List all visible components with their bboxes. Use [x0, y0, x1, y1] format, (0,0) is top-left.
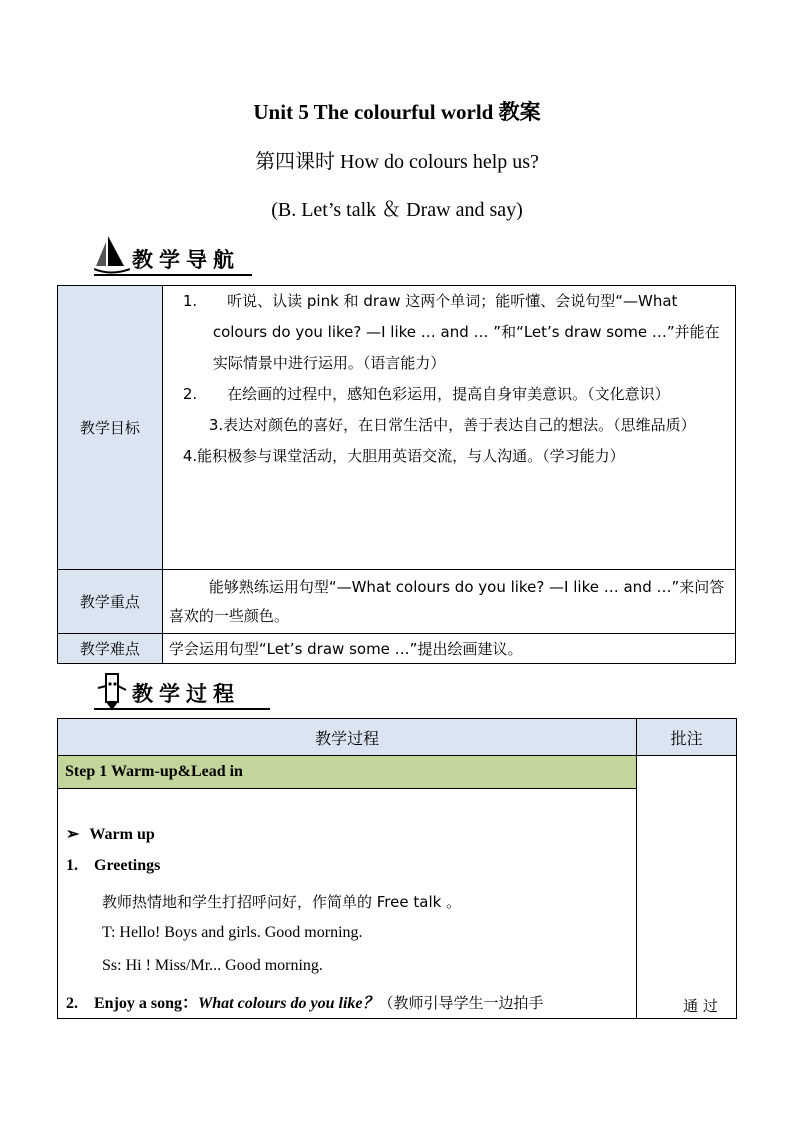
warm-up-label: Warm up: [89, 826, 155, 844]
note-text: 通 过: [683, 997, 718, 1015]
guide-section-label: 教学导航: [132, 248, 240, 272]
song-item: [66, 990, 544, 1013]
step-1-header: Step 1 Warm-up&Lead in: [58, 756, 637, 789]
process-underline: [94, 708, 270, 710]
difficulty-text: 学会运用句型“Let’s draw some …”提出绘画建议。: [162, 634, 735, 664]
objective-3: 3.表达对颜色的喜好，在日常生活中，善于表达自己的想法。（思维品质）: [208, 416, 696, 434]
process-section-label: 教学过程: [132, 682, 240, 706]
greetings-description: 教师热情地和学生打招呼问好，作简单的 Free talk 。: [102, 893, 462, 912]
greetings-number: 1.: [66, 857, 78, 875]
arrow-bullet-icon: ➢: [66, 826, 80, 844]
guide-section-header: [94, 234, 254, 280]
pencil-character-icon: [94, 668, 130, 712]
song-prefix: Enjoy a song：: [94, 995, 199, 1013]
process-section-header: [94, 668, 274, 714]
lesson-subtitle: 第四课时 How do colours help us?: [255, 151, 539, 173]
process-column-header: 教学过程: [58, 719, 637, 756]
greetings-label: Greetings: [94, 857, 161, 875]
notes-cell: [637, 756, 737, 1019]
song-description: （教师引导学生一边拍手: [378, 994, 544, 1013]
key-point-text: 能够熟练运用句型“—What colours do you like? —I like … and …”来问答喜欢的一些颜色。: [162, 570, 735, 634]
objectives-label: 教学目标: [58, 286, 163, 570]
sailboat-icon: [94, 234, 130, 276]
part-subtitle: (B. Let’s talk ＆ Draw and say): [271, 199, 523, 221]
objective-1: 1. 听说、认读 pink 和 draw 这两个单词；能听懂、会说句型“—What colours do you like? —I like … and … ”和“Let’s draw some …”并能在实际情景中进行运用。（语言能力）: [182, 292, 720, 372]
students-line: Ss: Hi ! Miss/Mr... Good morning.: [102, 957, 323, 975]
document-title: Unit 5 The colourful world 教案: [253, 100, 541, 124]
song-number: 2.: [66, 995, 78, 1013]
key-point-label: 教学重点: [58, 570, 163, 634]
process-table: [57, 718, 737, 1019]
difficulty-label: 教学难点: [58, 634, 163, 664]
guide-underline: [94, 274, 252, 276]
song-title: What colours do you like？: [198, 995, 379, 1013]
step-1-body: [58, 789, 637, 1019]
notes-column-header: 批注: [637, 719, 737, 756]
greetings-item: [66, 857, 160, 875]
teacher-line: T: Hello! Boys and girls. Good morning.: [102, 924, 363, 942]
objective-2: 2. 在绘画的过程中，感知色彩运用，提高自身审美意识。（文化意识）: [182, 385, 670, 403]
objectives-cell: [162, 286, 735, 570]
warm-up-bullet: [66, 824, 155, 844]
guide-table: [57, 285, 736, 664]
objective-4: 4.能积极参与课堂活动，大胆用英语交流，与人沟通。（学习能力）: [182, 447, 625, 465]
